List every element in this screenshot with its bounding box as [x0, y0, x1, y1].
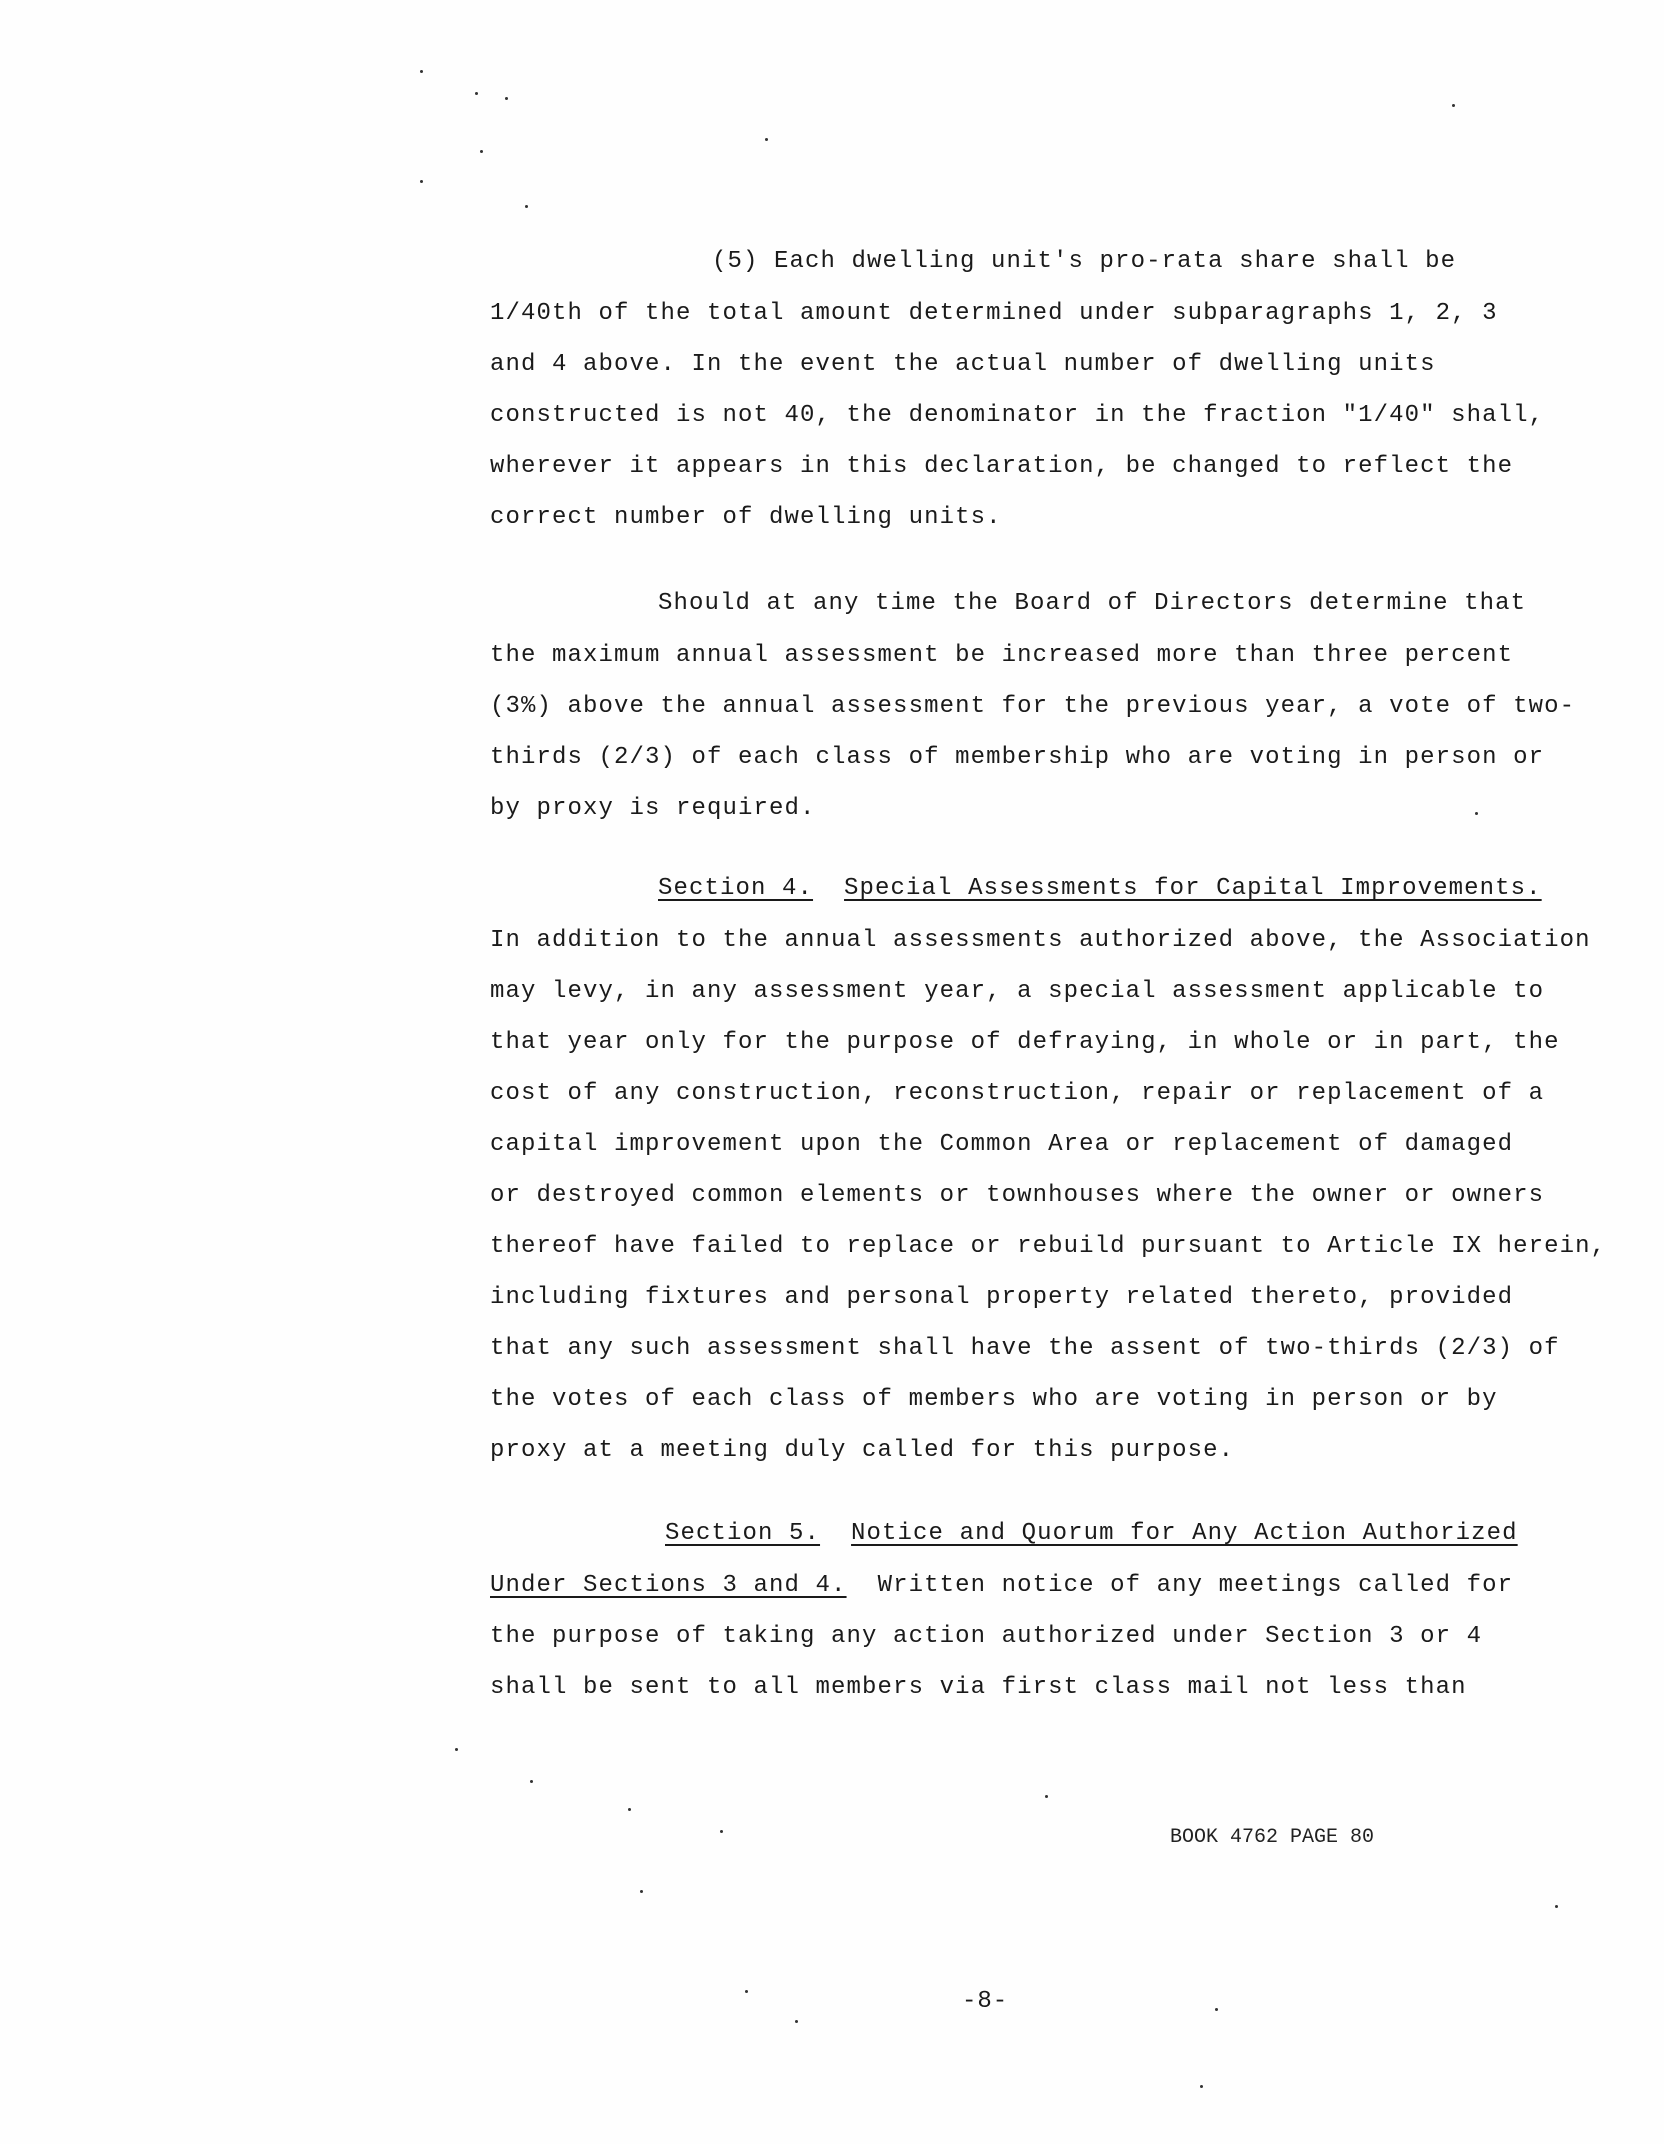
- text-line: or destroyed common elements or townhouses where the owner or owners: [490, 1182, 1545, 1209]
- scan-speck: [720, 1830, 723, 1833]
- section-4-heading-line: [658, 875, 1542, 902]
- section-5-label: Section 5.: [665, 1520, 821, 1547]
- section-4-label: Section 4.: [658, 875, 814, 902]
- scan-speck: [640, 1890, 643, 1893]
- scan-speck: [1200, 2085, 1203, 2088]
- scan-speck: [1452, 104, 1455, 107]
- page-number: -8-: [962, 1988, 1009, 2015]
- text-line: the maximum annual assessment be increased more than three percent: [490, 642, 1514, 669]
- text-line: the purpose of taking any action authorized under Section 3 or 4: [490, 1623, 1483, 1650]
- text-line: (5) Each dwelling unit's pro-rata share shall be: [712, 248, 1457, 275]
- text-line: constructed is not 40, the denominator in the fraction "1/40" shall,: [490, 402, 1545, 429]
- text-line: proxy at a meeting duly called for this purpose.: [490, 1437, 1235, 1464]
- scan-speck: [765, 138, 768, 141]
- text-line: shall be sent to all members via first class mail not less than: [490, 1674, 1467, 1701]
- text-line: In addition to the annual assessments authorized above, the Association: [490, 927, 1591, 954]
- text-line: (3%) above the annual assessment for the previous year, a vote of two-: [490, 693, 1576, 720]
- text-line: cost of any construction, reconstruction, repair or replacement of a: [490, 1080, 1545, 1107]
- section-5-heading: Notice and Quorum for Any Action Authorized: [851, 1520, 1518, 1547]
- scan-speck: [530, 1780, 533, 1783]
- scan-speck: [1215, 2008, 1218, 2011]
- scan-speck: [420, 180, 423, 183]
- scan-speck: [1475, 812, 1478, 815]
- text-line: thirds (2/3) of each class of membership who are voting in person or: [490, 744, 1545, 771]
- text-line: that year only for the purpose of defraying, in whole or in part, the: [490, 1029, 1560, 1056]
- text-line: that any such assessment shall have the assent of two-thirds (2/3) of: [490, 1335, 1560, 1362]
- text-line: thereof have failed to replace or rebuild pursuant to Article IX herein,: [490, 1233, 1607, 1260]
- text-line: correct number of dwelling units.: [490, 504, 1002, 531]
- scan-speck: [1045, 1795, 1048, 1798]
- scan-speck: [480, 150, 483, 153]
- text-line: capital improvement upon the Common Area or replacement of damaged: [490, 1131, 1514, 1158]
- scan-speck: [455, 1748, 458, 1751]
- section-4-heading: Special Assessments for Capital Improvements.: [844, 875, 1542, 902]
- text-line: may levy, in any assessment year, a special assessment applicable to: [490, 978, 1545, 1005]
- scan-speck: [795, 2020, 798, 2023]
- scan-speck: [475, 92, 478, 95]
- section-5-line-1: [490, 1572, 1513, 1599]
- section-5-line-1-text: Written notice of any meetings called for: [877, 1572, 1514, 1599]
- scan-speck: [525, 205, 528, 208]
- text-line: 1/40th of the total amount determined under subparagraphs 1, 2, 3: [490, 300, 1498, 327]
- scan-speck: [628, 1808, 631, 1811]
- text-line: wherever it appears in this declaration, be changed to reflect the: [490, 453, 1514, 480]
- section-5-heading-cont: Under Sections 3 and 4.: [490, 1572, 847, 1599]
- stamp-text: BOOK 4762 PAGE 80: [1170, 1826, 1375, 1849]
- text-line: Should at any time the Board of Directors determine that: [658, 590, 1527, 617]
- text-line: the votes of each class of members who are voting in person or by: [490, 1386, 1498, 1413]
- text-line: by proxy is required.: [490, 795, 816, 822]
- recording-stamp: [1170, 1800, 1430, 1860]
- text-line: and 4 above. In the event the actual number of dwelling units: [490, 351, 1436, 378]
- scan-speck: [1555, 1905, 1558, 1908]
- scan-speck: [745, 1990, 748, 1993]
- text-line: including fixtures and personal property related thereto, provided: [490, 1284, 1514, 1311]
- scan-speck: [505, 97, 508, 100]
- section-5-heading-line: [665, 1520, 1518, 1547]
- scan-speck: [420, 70, 423, 73]
